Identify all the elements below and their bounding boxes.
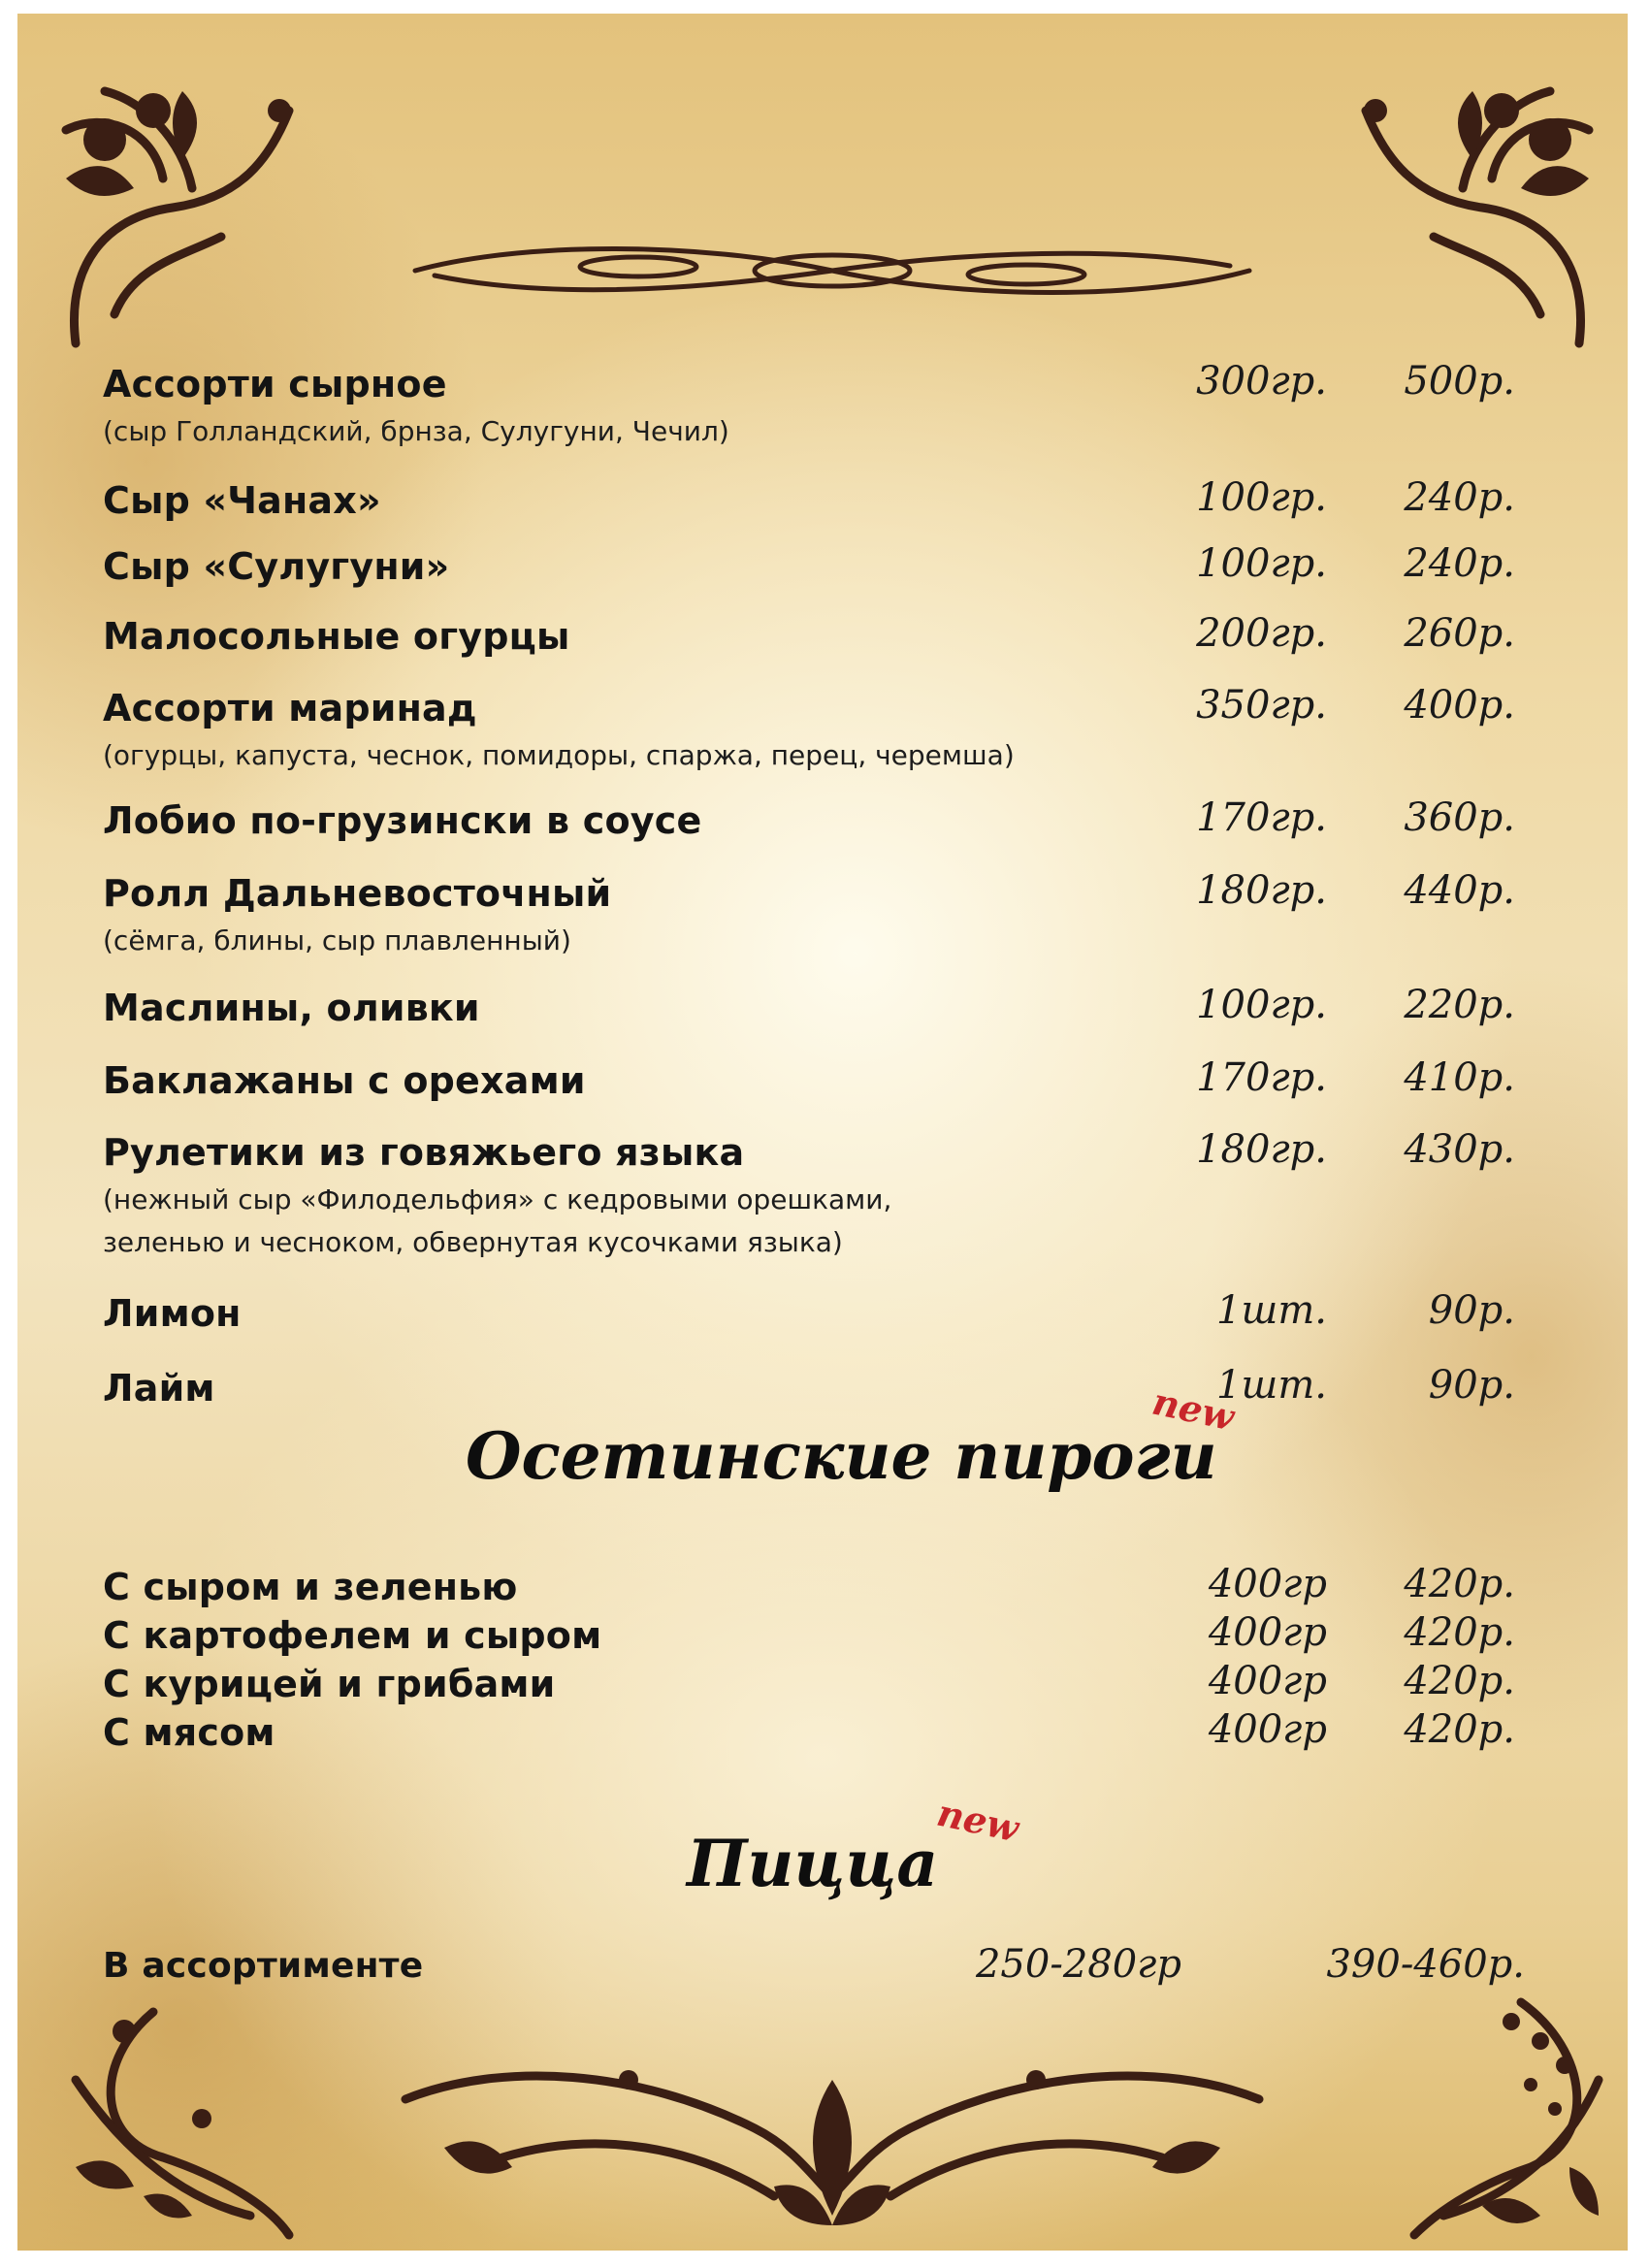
menu-item-name: Маслины, оливки [103,987,480,1029]
menu-item-price: 400р. [1404,683,1515,728]
pie-item [103,1707,1529,1760]
menu-item-name: Сыр «Чанах» [103,479,381,522]
menu-item-name: Малосольные огурцы [103,615,570,658]
menu-item-name: Баклажаны с орехами [103,1059,586,1102]
menu-item-weight: 100гр. [1196,475,1327,520]
pie-item-price: 420р. [1404,1562,1515,1606]
menu-item [103,868,1529,988]
menu-item-price: 90р. [1428,1363,1515,1408]
menu-item-description: зеленью и чесноком, обвернутая кусочками языка) [103,1226,843,1258]
menu-item-weight: 200гр. [1196,611,1327,656]
menu-item-weight: 350гр. [1196,683,1327,728]
menu-item-price: 240р. [1404,541,1515,586]
pizza-section-title: Пицца [687,1826,939,1901]
pie-item-price: 420р. [1404,1659,1515,1703]
menu-page [17,14,1628,2251]
menu-item-price: 410р. [1404,1055,1515,1100]
pie-item-weight: 400гр [1208,1562,1327,1606]
menu-item-name: Рулетики из говяжьего языка [103,1131,745,1174]
pie-item-weight: 400гр [1208,1659,1327,1703]
menu-item-price: 240р. [1404,475,1515,520]
pie-item-name: С сыром и зеленью [103,1566,518,1608]
menu-item-weight: 100гр. [1196,541,1327,586]
menu-item-weight: 170гр. [1196,795,1327,840]
menu-item-name: Ассорти сырное [103,363,447,405]
menu-item-price: 260р. [1404,611,1515,656]
menu-item-weight: 1шт. [1216,1363,1327,1408]
menu-item-price: 360р. [1404,795,1515,840]
pizza-item [103,1942,1529,1994]
pizza-item-price: 390-460р. [1326,1942,1525,1987]
menu-item-description: (нежный сыр «Филодельфия» с кедровыми орешками, [103,1183,892,1215]
menu-item-weight: 1шт. [1216,1288,1327,1333]
menu-item-weight: 180гр. [1196,868,1327,913]
pies-new-badge: new [1148,1378,1239,1440]
corner-ornament-bottom-right-icon [1375,1993,1618,2245]
top-flourish-divider-icon [405,232,1259,309]
menu-item-weight: 170гр. [1196,1055,1327,1100]
pie-item [103,1562,1529,1614]
pie-item-name: С мясом [103,1711,275,1754]
pie-item-weight: 400гр [1208,1707,1327,1752]
pie-item [103,1659,1529,1711]
pizza-item-weight: 250-280гр [975,1942,1181,1987]
menu-item-price: 440р. [1404,868,1515,913]
menu-item-weight: 100гр. [1196,983,1327,1027]
pizza-item-name: В ассортименте [103,1946,424,1986]
menu-item-name: Сыр «Сулугуни» [103,545,450,588]
menu-item-description: (сёмга, блины, сыр плавленный) [103,924,571,956]
menu-item-name: Ролл Дальневосточный [103,872,612,915]
pie-item-name: С курицей и грибами [103,1663,556,1705]
menu-item [103,359,1529,479]
menu-item-name: Лайм [103,1367,215,1409]
menu-item-description: (сыр Голландский, брнза, Сулугуни, Чечил) [103,415,729,447]
corner-ornament-top-right-icon [1346,72,1608,353]
pizza-new-badge: new [933,1790,1023,1851]
bottom-crest-ornament-icon [386,2041,1278,2245]
menu-item-price: 500р. [1404,359,1515,404]
pie-item-price: 420р. [1404,1707,1515,1752]
menu-item-name: Ассорти маринад [103,687,477,729]
pie-item [103,1610,1529,1663]
menu-item-price: 90р. [1428,1288,1515,1333]
menu-item-weight: 300гр. [1196,359,1327,404]
pie-item-weight: 400гр [1208,1610,1327,1655]
corner-ornament-top-left-icon [47,72,308,353]
pie-item-name: С картофелем и сыром [103,1614,602,1657]
pies-section-title: Осетинские пироги [466,1418,1217,1494]
menu-item-price: 220р. [1404,983,1515,1027]
menu-item [103,1127,1529,1258]
menu-item-price: 430р. [1404,1127,1515,1172]
menu-item-weight: 180гр. [1196,1127,1327,1172]
menu-item-name: Лобио по-грузински в соусе [103,799,702,842]
pie-item-price: 420р. [1404,1610,1515,1655]
menu-item [103,683,1529,803]
menu-item-description: (огурцы, капуста, чеснок, помидоры, спаржа, перец, черемша) [103,739,1015,771]
menu-item-name: Лимон [103,1292,242,1335]
corner-ornament-bottom-left-icon [56,2002,308,2245]
